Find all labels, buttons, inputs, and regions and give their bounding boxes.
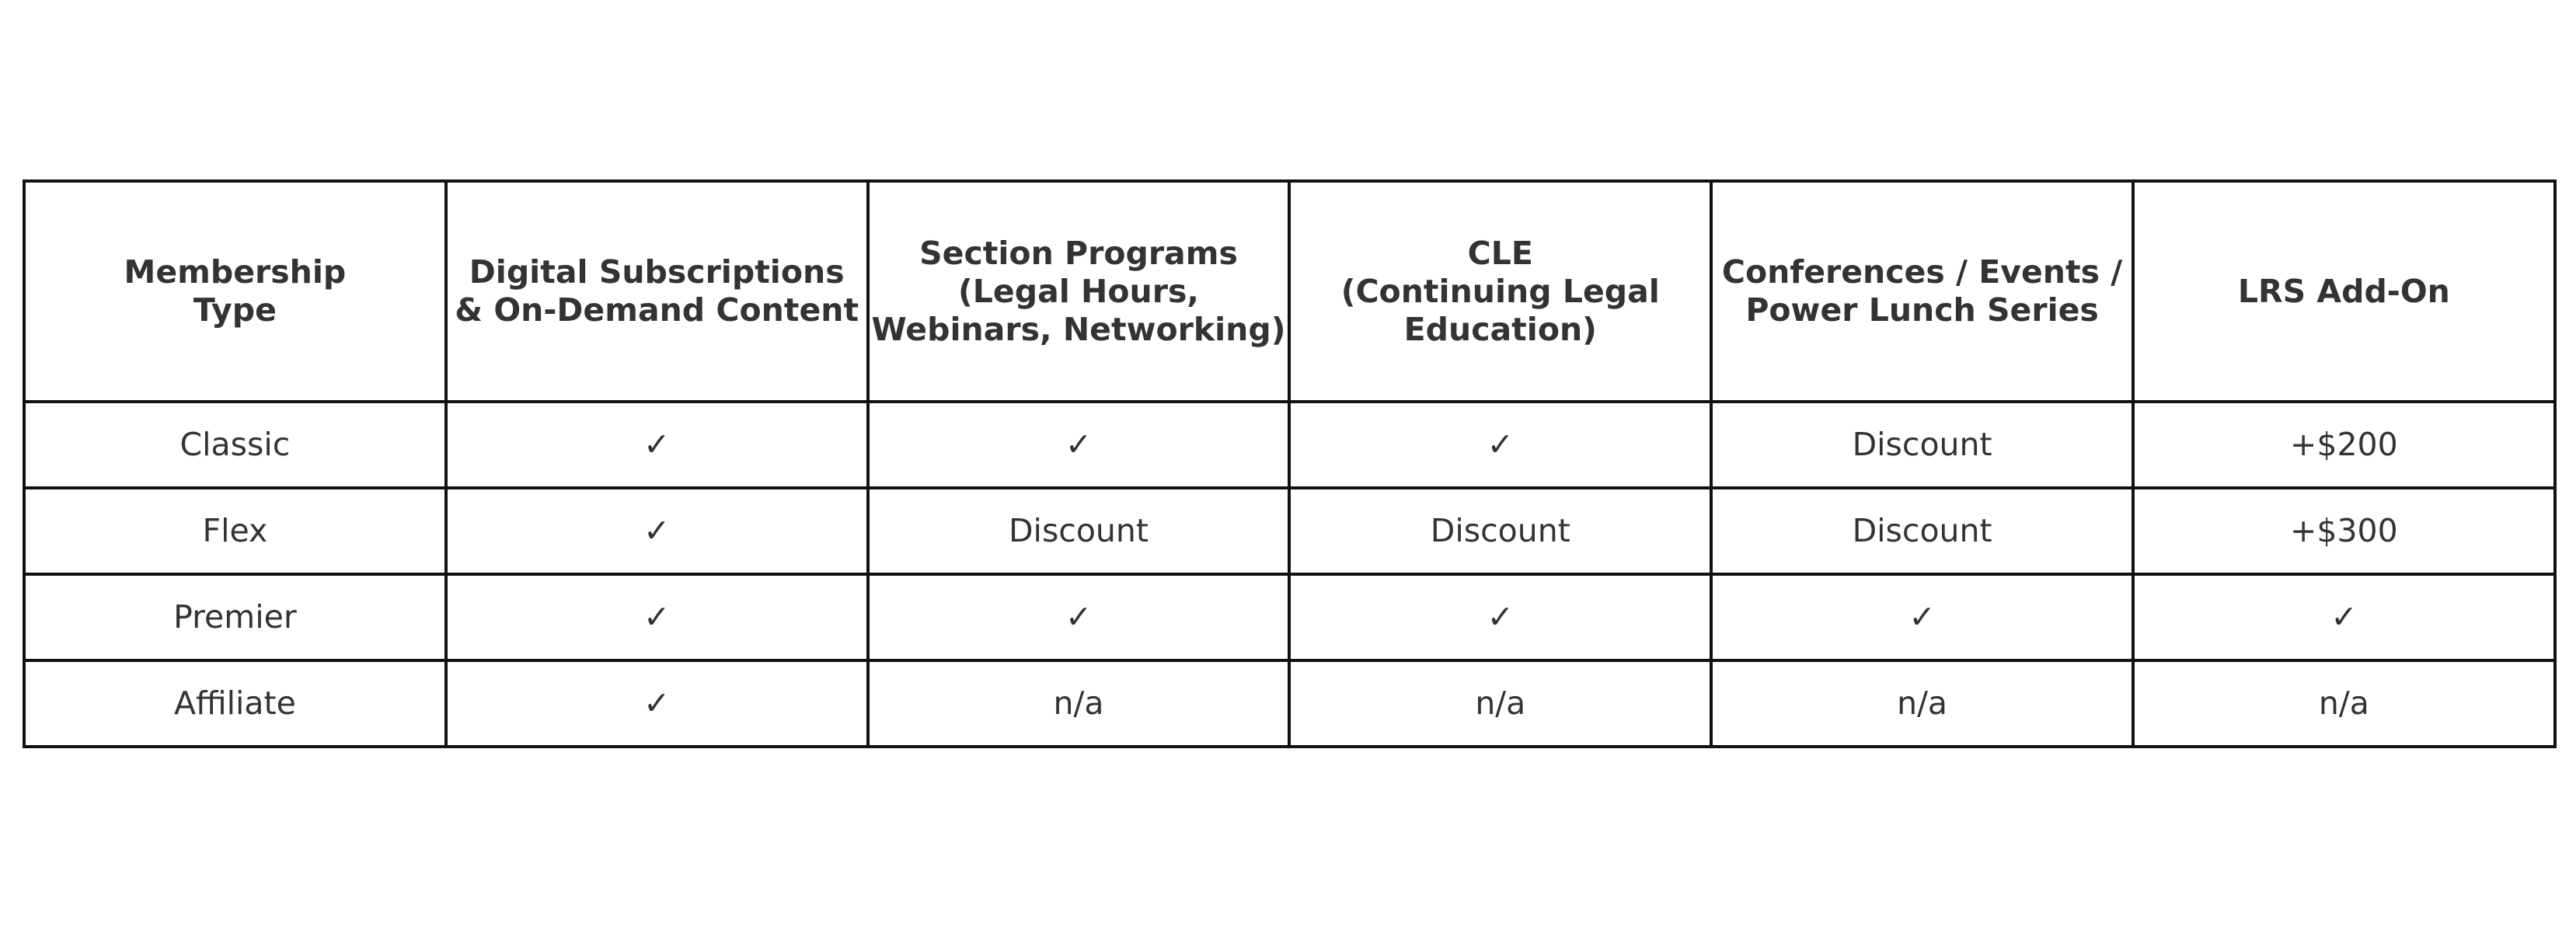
cell-cle: Discount bbox=[1289, 488, 1711, 574]
membership-comparison-table bbox=[23, 179, 2557, 748]
table-row bbox=[24, 660, 2555, 747]
cell-lrs-add-on: +$200 bbox=[2133, 402, 2555, 488]
cell-digital-subscriptions: ✓ bbox=[446, 574, 868, 660]
cell-digital-subscriptions: ✓ bbox=[446, 488, 868, 574]
cell-conferences-events: Discount bbox=[1711, 402, 2133, 488]
header-section-programs: Section Programs (Legal Hours, Webinars, Networking) bbox=[868, 181, 1290, 402]
header-lrs-add-on: LRS Add-On bbox=[2133, 181, 2555, 402]
cell-section-programs: ✓ bbox=[868, 402, 1290, 488]
header-cle: CLE (Continuing Legal Education) bbox=[1289, 181, 1711, 402]
cell-conferences-events: ✓ bbox=[1711, 574, 2133, 660]
header-digital-subscriptions: Digital Subscriptions & On-Demand Content bbox=[446, 181, 868, 402]
table-row bbox=[24, 574, 2555, 660]
cell-cle: n/a bbox=[1289, 660, 1711, 747]
table-row bbox=[24, 402, 2555, 488]
cell-membership-type: Flex bbox=[24, 488, 446, 574]
cell-digital-subscriptions: ✓ bbox=[446, 660, 868, 747]
cell-cle: ✓ bbox=[1289, 574, 1711, 660]
cell-membership-type: Classic bbox=[24, 402, 446, 488]
cell-membership-type: Premier bbox=[24, 574, 446, 660]
cell-cle: ✓ bbox=[1289, 402, 1711, 488]
cell-section-programs: n/a bbox=[868, 660, 1290, 747]
cell-lrs-add-on: n/a bbox=[2133, 660, 2555, 747]
cell-section-programs: Discount bbox=[868, 488, 1290, 574]
header-conferences-events: Conferences / Events / Power Lunch Series bbox=[1711, 181, 2133, 402]
header-membership-type: Membership Type bbox=[24, 181, 446, 402]
cell-membership-type: Affiliate bbox=[24, 660, 446, 747]
cell-digital-subscriptions: ✓ bbox=[446, 402, 868, 488]
cell-conferences-events: n/a bbox=[1711, 660, 2133, 747]
table-header-row bbox=[24, 181, 2555, 402]
cell-conferences-events: Discount bbox=[1711, 488, 2133, 574]
cell-lrs-add-on: +$300 bbox=[2133, 488, 2555, 574]
cell-lrs-add-on: ✓ bbox=[2133, 574, 2555, 660]
cell-section-programs: ✓ bbox=[868, 574, 1290, 660]
table-row bbox=[24, 488, 2555, 574]
